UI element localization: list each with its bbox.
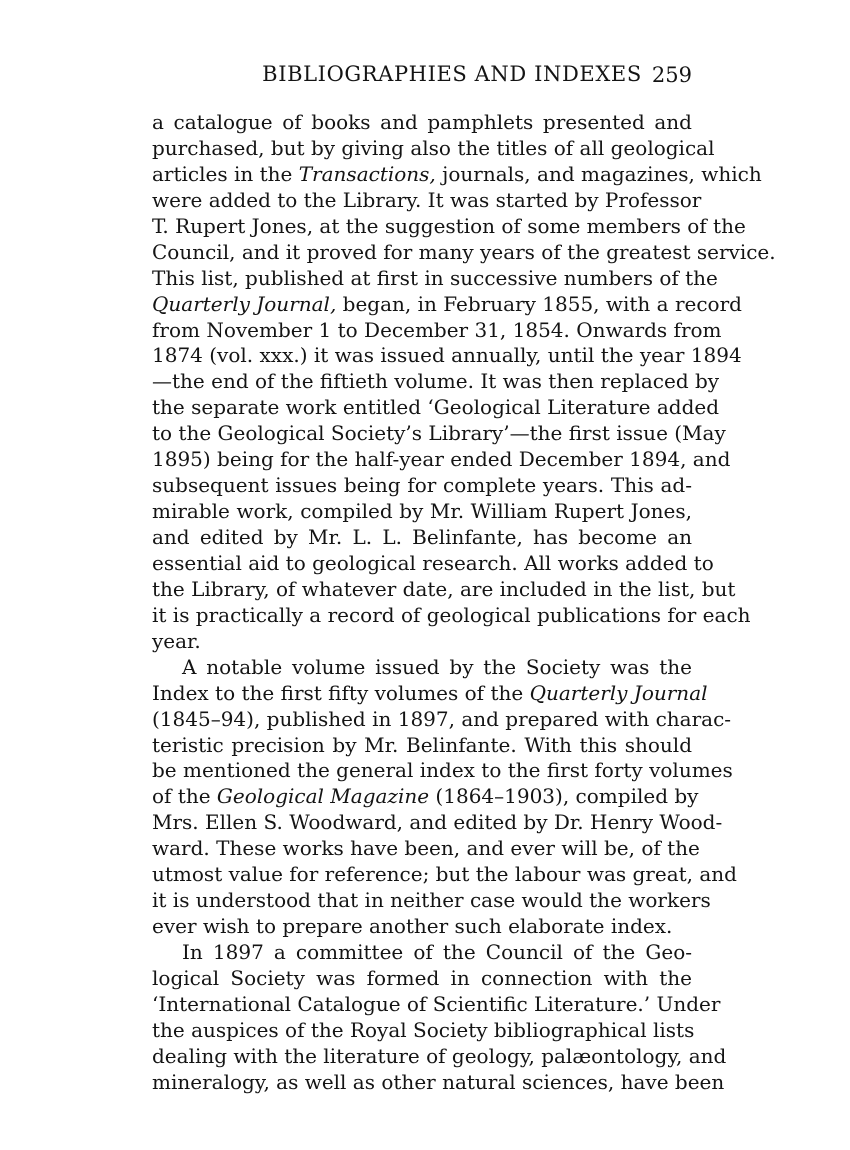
text-line: the Library, of whatever date, are included in the list, but xyxy=(152,576,736,601)
text-line: to the Geological Society’s Library’—the first issue (May xyxy=(152,421,726,446)
text-line: essential aid to geological research. All works added to xyxy=(152,550,714,575)
text-line: This list, published at first in successive numbers of the xyxy=(152,265,718,290)
text-line: it is understood that in neither case would the workers xyxy=(152,888,711,913)
text-line: it is practically a record of geological publications for each xyxy=(152,602,751,627)
text-line: —the end of the fiftieth volume. It was then replaced by xyxy=(152,369,720,394)
text-line: the separate work entitled ‘Geological Literature added xyxy=(152,395,720,420)
text-line: subsequent issues being for complete years. This ad- xyxy=(152,473,692,498)
text-line: be mentioned the general index to the first forty volumes xyxy=(152,758,733,783)
text-line: articles in the Transactions, journals, and magazines, which xyxy=(152,161,762,186)
text-line: from November 1 to December 31, 1854. Onwards from xyxy=(152,317,722,342)
page-number: 259 xyxy=(651,63,692,87)
paragraph xyxy=(152,940,727,1096)
text-line: mirable work, compiled by Mr. William Rupert Jones, xyxy=(152,499,692,524)
text-line: logical Society was formed in connection with the xyxy=(152,965,692,990)
text-line: (1845–94), published in 1897, and prepared with charac- xyxy=(152,706,732,731)
paragraph xyxy=(152,654,737,940)
body-text xyxy=(152,110,776,1096)
text-line: utmost value for reference; but the labour was great, and xyxy=(152,862,737,887)
italic-title: Geological Magazine xyxy=(216,784,430,809)
text-line: purchased, but by giving also the titles of all geological xyxy=(152,135,715,160)
text-line: year. xyxy=(152,628,201,653)
text-line: T. Rupert Jones, at the suggestion of some members of the xyxy=(152,213,746,238)
running-head xyxy=(152,62,692,94)
text-line: the auspices of the Royal Society bibliographical lists xyxy=(152,1017,695,1042)
text-line: 1874 (vol. xxx.) it was issued annually, until the year 1894 xyxy=(152,343,742,368)
italic-title: Quarterly Journal xyxy=(529,680,708,705)
text-line: a catalogue of books and pamphlets presented and xyxy=(152,110,692,134)
running-head-title: BIBLIOGRAPHIES AND INDEXES xyxy=(262,62,642,86)
text-line: were added to the Library. It was started by Professor xyxy=(152,187,702,212)
paragraph xyxy=(152,110,776,655)
text-line: teristic precision by Mr. Belinfante. With this should xyxy=(152,732,692,757)
text-line: dealing with the literature of geology, palæontology, and xyxy=(152,1043,727,1068)
text-line: of the Geological Magazine (1864–1903), compiled by xyxy=(152,784,699,809)
text-line: mineralogy, as well as other natural sciences, have been xyxy=(152,1069,725,1094)
italic-title: Quarterly Journal, xyxy=(152,291,337,316)
text-line: ‘International Catalogue of Scientific Literature.’ Under xyxy=(152,991,721,1016)
text-line: ever wish to prepare another such elaborate index. xyxy=(152,914,673,939)
italic-title: Transactions, xyxy=(298,161,436,186)
text-line: Mrs. Ellen S. Woodward, and edited by Dr. Henry Wood- xyxy=(152,810,723,835)
text-line: ward. These works have been, and ever will be, of the xyxy=(152,836,700,861)
text-line: 1895) being for the half-year ended December 1894, and xyxy=(152,447,731,472)
text-line: A notable volume issued by the Society was the xyxy=(182,654,692,679)
text-line: and edited by Mr. L. L. Belinfante, has become an xyxy=(152,525,692,549)
text-line: Quarterly Journal, began, in February 1855, with a record xyxy=(152,291,742,316)
text-line: Council, and it proved for many years of the greatest service. xyxy=(152,239,776,264)
text-line: In 1897 a committee of the Council of the Geo- xyxy=(182,940,692,964)
text-line: Index to the first fifty volumes of the Quarterly Journal xyxy=(152,680,708,705)
